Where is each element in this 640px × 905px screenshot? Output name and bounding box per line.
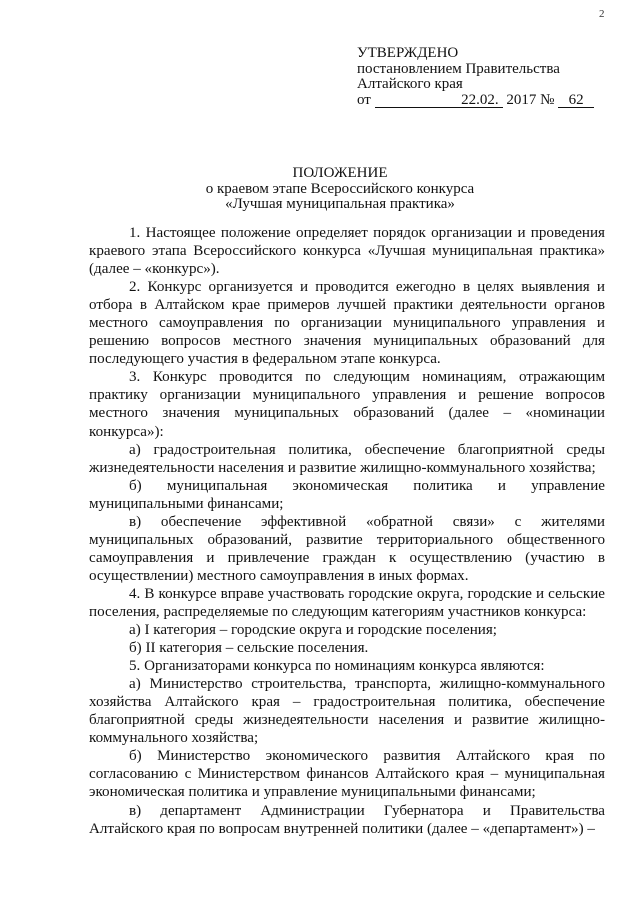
paragraph-5b: б) Министерство экономического развития Алтайского края по согласованию с Министерством финансов Алтайского края – муниципальная экономическая политика и управление муниципальными финансами; bbox=[89, 748, 605, 801]
title-line-1: о краевом этапе Всероссийского конкурса bbox=[205, 180, 475, 197]
paragraph-3: 3. Конкурс проводится по следующим номинациям, отражающим практику организации муниципального управления и решение вопросов местного значения муниципальных образований (далее – «номинации конкурса»): bbox=[89, 369, 605, 440]
paragraph-5c: в) департамент Администрации Губернатора и Правительства Алтайского края по вопросам внутренней политики (далее – «департамент») – bbox=[89, 802, 605, 837]
approval-number-sign: № bbox=[540, 91, 555, 108]
paragraph-3a: а) градостроительная политика, обеспечение благоприятной среды жизнедеятельности населения и развитие жилищно-коммунального хозяйства; bbox=[89, 441, 605, 476]
approval-line-2: Алтайского края bbox=[357, 76, 463, 92]
document-title bbox=[0, 166, 640, 213]
paragraph-4a: а) I категория – городские округа и городские поселения; bbox=[129, 622, 497, 639]
title-line-2: «Лучшая муниципальная практика» bbox=[225, 196, 455, 212]
approval-date-line bbox=[357, 93, 594, 109]
approval-number: 62 bbox=[558, 93, 594, 108]
approval-date: 22.02. bbox=[375, 93, 503, 108]
approval-stamp bbox=[357, 46, 594, 108]
paragraph-3b: б) муниципальная экономическая политика и управление муниципальными финансами; bbox=[89, 477, 605, 512]
approval-line-1: постановлением Правительства bbox=[357, 60, 560, 77]
paragraph-5a: а) Министерство строительства, транспорта, жилищно-коммунального хозяйства Алтайского края – градостроительная политика, обеспечение благоприятной среды жизнедеятельности населения и развитие жилищно-коммунального хозяйства; bbox=[89, 676, 605, 747]
title-heading: ПОЛОЖЕНИЕ bbox=[292, 165, 388, 181]
paragraph-4: 4. В конкурсе вправе участвовать городские округа, городские и сельские поселения, распределяемые по следующим категориям участников конкурса: bbox=[89, 585, 605, 620]
approval-heading: УТВЕРЖДЕНО bbox=[357, 45, 459, 61]
paragraph-2: 2. Конкурс организуется и проводится ежегодно в целях выявления и отбора в Алтайском крае примеров лучшей практики деятельности органов местного самоуправления по организации муниципального управления и решению вопросов местного значения муниципальных образований для последующего участия в федеральном этапе конкурса. bbox=[89, 279, 605, 368]
document-body bbox=[89, 224, 605, 838]
paragraph-5: 5. Организаторами конкурса по номинациям конкурса являются: bbox=[129, 658, 545, 675]
paragraph-3c: в) обеспечение эффективной «обратной связи» с жителями муниципальных образований, развитие территориального общественного самоуправления и привлечение граждан к осуществлению (участию в осуществлении) местного самоуправления в иных формах. bbox=[89, 513, 605, 584]
paragraph-1: 1. Настоящее положение определяет порядок организации и проведения краевого этапа Всероссийского конкурса «Лучшая муниципальная практика» (далее – «конкурс»). bbox=[89, 225, 605, 278]
approval-date-prefix: от bbox=[357, 91, 371, 108]
paragraph-4b: б) II категория – сельские поселения. bbox=[129, 640, 369, 657]
approval-year: 2017 bbox=[506, 91, 537, 108]
page-number: 2 bbox=[599, 8, 605, 20]
